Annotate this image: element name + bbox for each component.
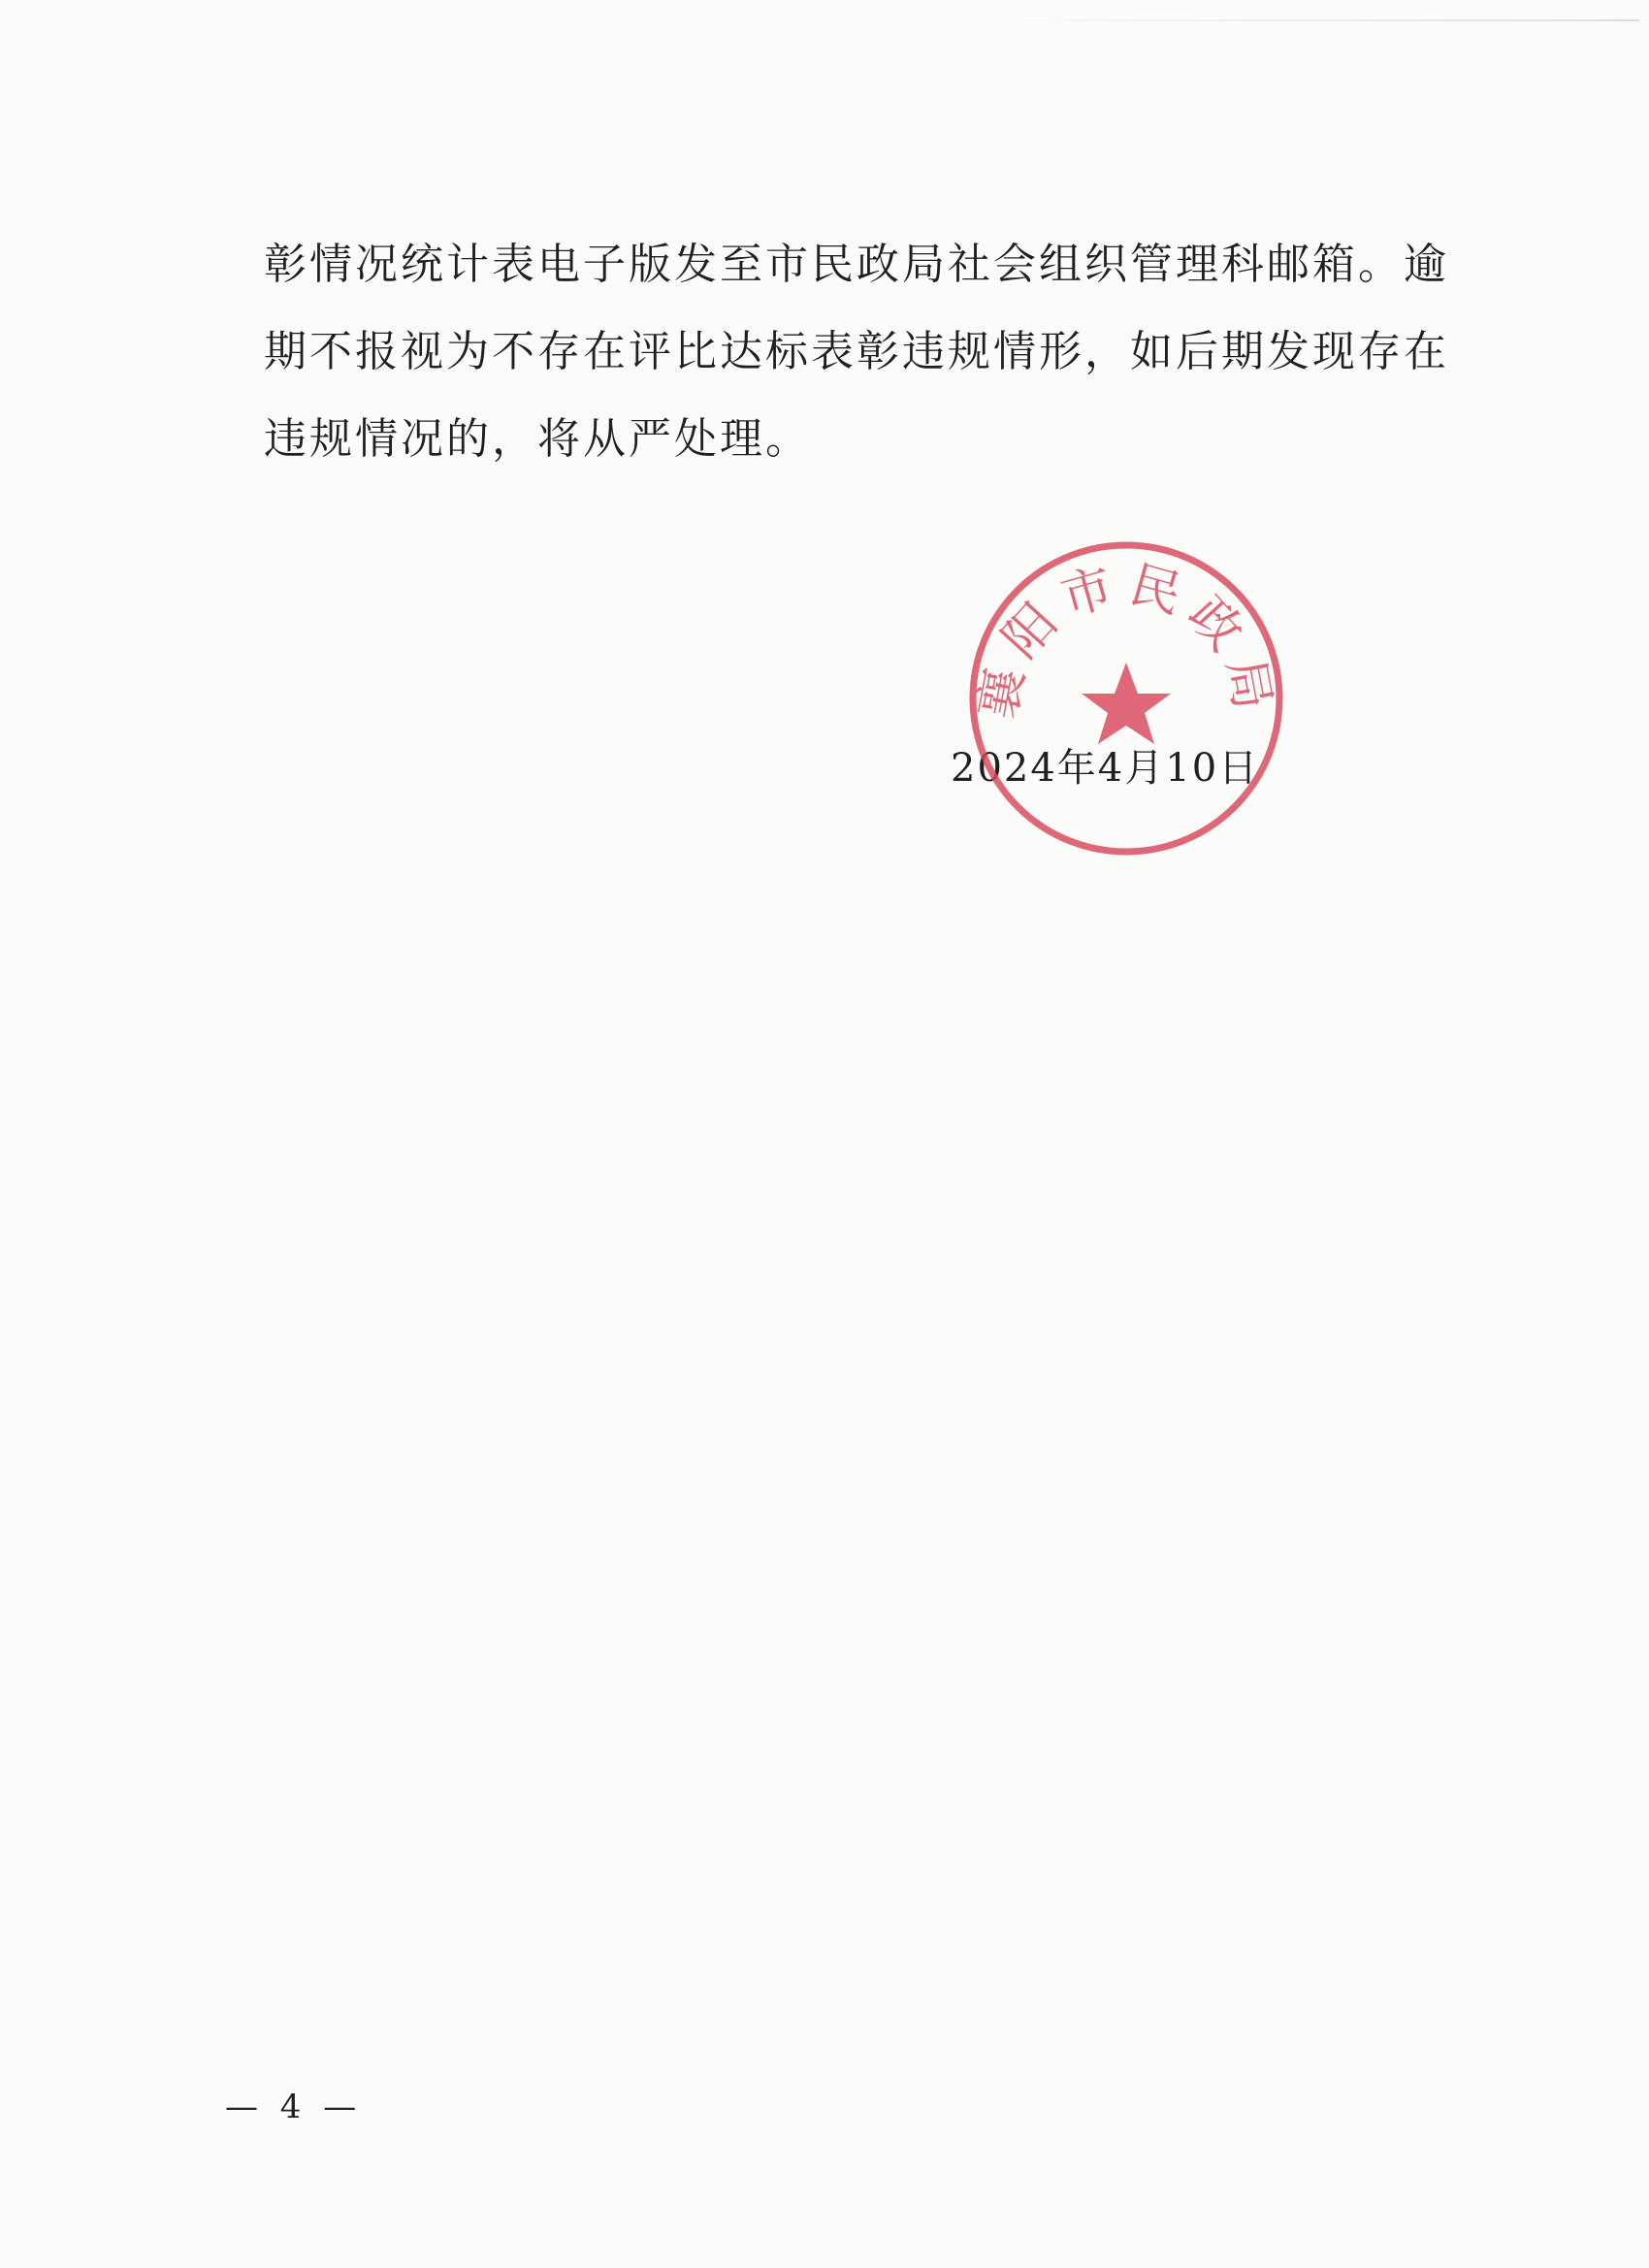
- seal-text: 襄阳市民政局: [969, 555, 1283, 725]
- page-edge-shadow: [970, 19, 1639, 21]
- issue-date: 2024年4月10日: [951, 746, 1260, 791]
- seal-star-icon: [1082, 663, 1171, 744]
- body-line-2: 期不报视为不存在评比达标表彰违规情形，如后期发现存在: [264, 327, 1449, 376]
- page-number: — 4 —: [225, 2088, 363, 2126]
- official-seal-stamp: [966, 538, 1286, 859]
- body-line-3: 违规情况的，将从严处理。: [264, 414, 811, 464]
- body-paragraph: [264, 221, 1449, 483]
- body-line-1: 彰情况统计表电子版发至市民政局社会组织管理科邮箱。逾: [264, 240, 1449, 289]
